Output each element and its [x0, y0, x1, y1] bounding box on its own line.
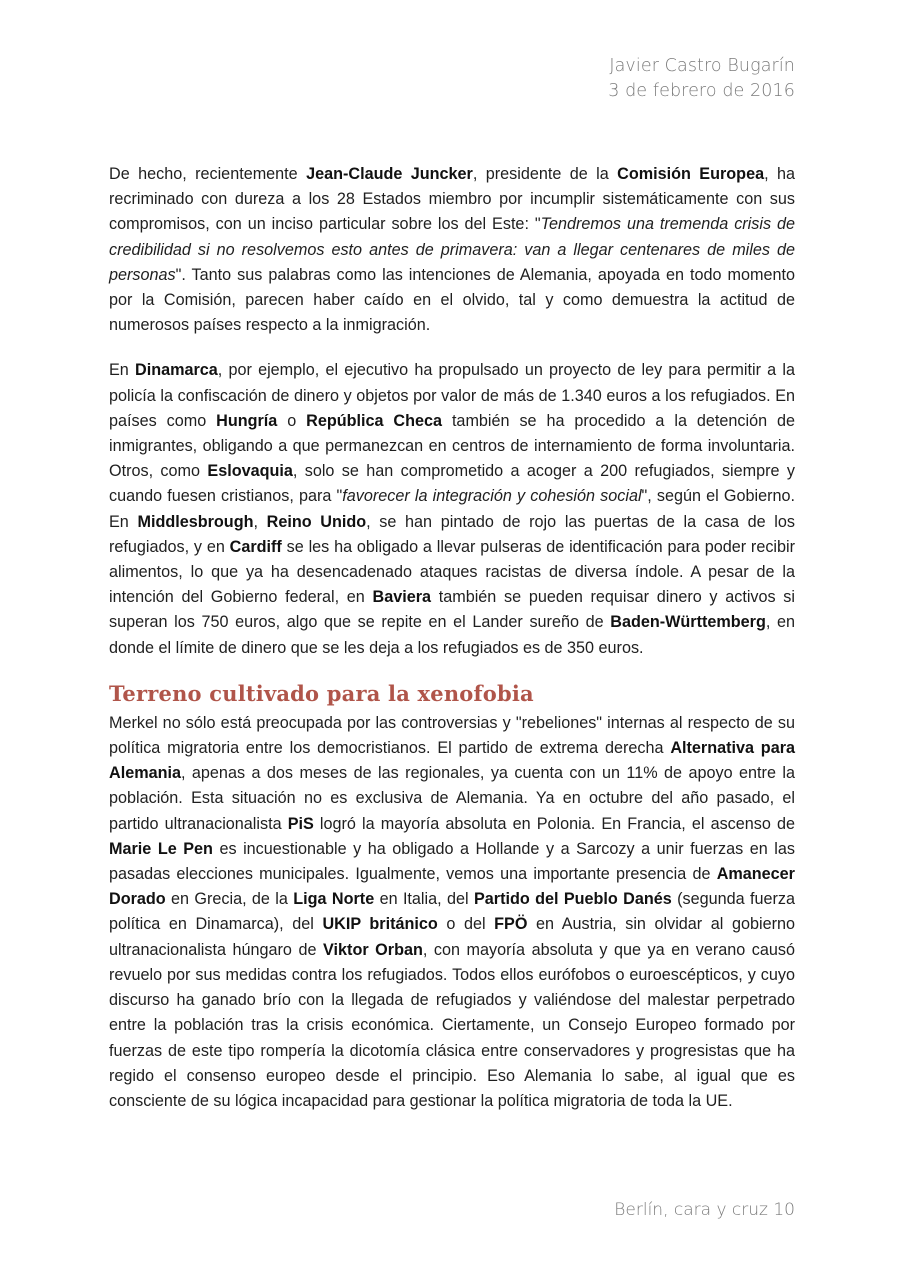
italic-quote: Tendremos una tremenda crisis de credibilidad si no resolvemos esto antes de primavera: van a llegar centenares de miles de personas: [109, 215, 795, 284]
section-heading: Terreno cultivado para la xenofobia: [109, 680, 534, 706]
bold-name: Hungría: [216, 411, 278, 430]
text: es incuestionable y ha obligado a Hollande y a Sarcozy a unir fuerzas en las pasadas elecciones municipales. Igualmente, vemos una importante presencia de: [109, 839, 795, 884]
text: logró la mayoría absoluta en Polonia. En Francia, el ascenso de: [313, 814, 795, 833]
text: , presidente de la: [472, 165, 618, 183]
text: también se pueden requisar dinero y activos si superan los 750 euros, algo que se repite en el Lander sureño de: [109, 588, 795, 632]
bold-name: Jean-Claude Juncker: [306, 165, 473, 183]
italic-quote: favorecer la integración y cohesión social: [342, 487, 642, 506]
paragraph-countries: [109, 358, 795, 660]
bold-name: Reino Unido: [266, 512, 367, 531]
text: en Austria, sin olvidar al gobierno ultranacionalista húngaro de: [109, 915, 795, 959]
text: Merkel no sólo está preocupada por las controversias y "rebeliones" internas al respecto de su política migratoria entre los democristianos. El partido de extrema derecha: [109, 713, 795, 758]
text: , se han pintado de rojo las puertas de la casa de los refugiados, y en: [109, 512, 795, 556]
text: , en donde el límite de dinero que se les deja a los refugiados es de 350 euros.: [109, 613, 795, 657]
bold-name: Viktor Orban: [323, 940, 423, 959]
text: también se ha procedido a la detención de inmigrantes, obligando a que permanezcan en centros de internamiento de forma involuntaria. Otros, como: [109, 411, 795, 481]
bold-name: Cardiff: [229, 537, 282, 556]
bold-name: PiS: [287, 814, 314, 833]
text: ", según el Gobierno. En: [109, 487, 796, 531]
text: ,: [253, 512, 267, 531]
bold-name: Baden-Württemberg: [610, 613, 766, 632]
article-body: [109, 162, 795, 1114]
bold-name: FPÖ: [494, 915, 528, 934]
text: , por ejemplo, el ejecutivo ha propulsado un proyecto de ley para permitir a la policía la confiscación de dinero y objetos por valor de más de 1.340 euros a los refugiados. En países como: [109, 361, 795, 430]
bold-name: UKIP británico: [322, 915, 438, 934]
bold-name: Amanecer Dorado: [109, 865, 795, 909]
page-footer: Berlín, cara y cruz 10: [614, 1200, 795, 1220]
text: , apenas a dos meses de las regionales, ya cuenta con un 11% de apoyo entre la población. Esta situación no es exclusiva de Alemania. Ya en octubre del año pasado, el partido ultranacionalista: [109, 764, 795, 833]
bold-name: Eslovaquia: [207, 462, 293, 481]
text: , solo se han comprometido a acoger a 200 refugiados, siempre y cuando fuesen cristianos, para ": [109, 462, 795, 506]
text: De hecho, recientemente: [109, 165, 307, 183]
text: (segunda fuerza política en Dinamarca), del: [109, 890, 795, 934]
paragraph-juncker: [109, 162, 795, 338]
bold-name: Marie Le Pen: [109, 839, 213, 858]
author-name: Javier Castro Bugarín: [609, 56, 795, 76]
bold-name: Dinamarca: [135, 361, 218, 380]
text: en Italia, del: [374, 890, 474, 909]
publication-date: 3 de febrero de 2016: [608, 81, 795, 101]
paragraph-xenophobia: [109, 711, 795, 1114]
text: En: [109, 361, 135, 380]
text: o: [277, 411, 307, 430]
bold-name: Baviera: [372, 588, 432, 607]
bold-name: Comisión Europea: [617, 165, 765, 183]
bold-name: Liga Norte: [293, 890, 375, 909]
text: en Grecia, de la: [165, 890, 294, 909]
text: ". Tanto sus palabras como las intenciones de Alemania, apoyada en todo momento por la Comisión, parecen haber caído en el olvido, tal y como demuestra la actitud de numerosos países respecto a la inmigración.: [109, 265, 795, 335]
bold-name: Middlesbrough: [137, 512, 254, 531]
text: , con mayoría absoluta y que ya en verano causó revuelo por sus medidas contra los refugiados. Todos ellos eurófobos o euroescépticos, y cuyo discurso ha ganado brío con la llegada de refugiados y valiéndose del malestar perpetrado entre la población tras la crisis económica. Ciertamente, un Consejo Europeo formado por fuerzas de este tipo rompería la dicotomía clásica entre conservadores y progresistas que ha regido el consenso europeo desde el principio. Eso Alemania lo sabe, al igual que es consciente de su lógica incapacidad para gestionar la política migratoria de toda la UE.: [109, 940, 795, 1110]
bold-name: Partido del Pueblo Danés: [473, 890, 672, 909]
text: o del: [437, 915, 495, 934]
page-header: [608, 54, 795, 104]
text: , ha recriminado con dureza a los 28 Estados miembro por incumplir sistemáticamente con sus compromisos, con un inciso particular sobre los del Este: ": [109, 165, 795, 234]
text: se les ha obligado a llevar pulseras de identificación para poder recibir alimentos, lo que ya ha desencadenado ataques racistas de diversa índole. A pesar de la intención del Gobierno federal, en: [109, 537, 795, 607]
bold-name: Alternativa para Alemania: [109, 739, 795, 783]
bold-name: República Checa: [306, 411, 443, 430]
